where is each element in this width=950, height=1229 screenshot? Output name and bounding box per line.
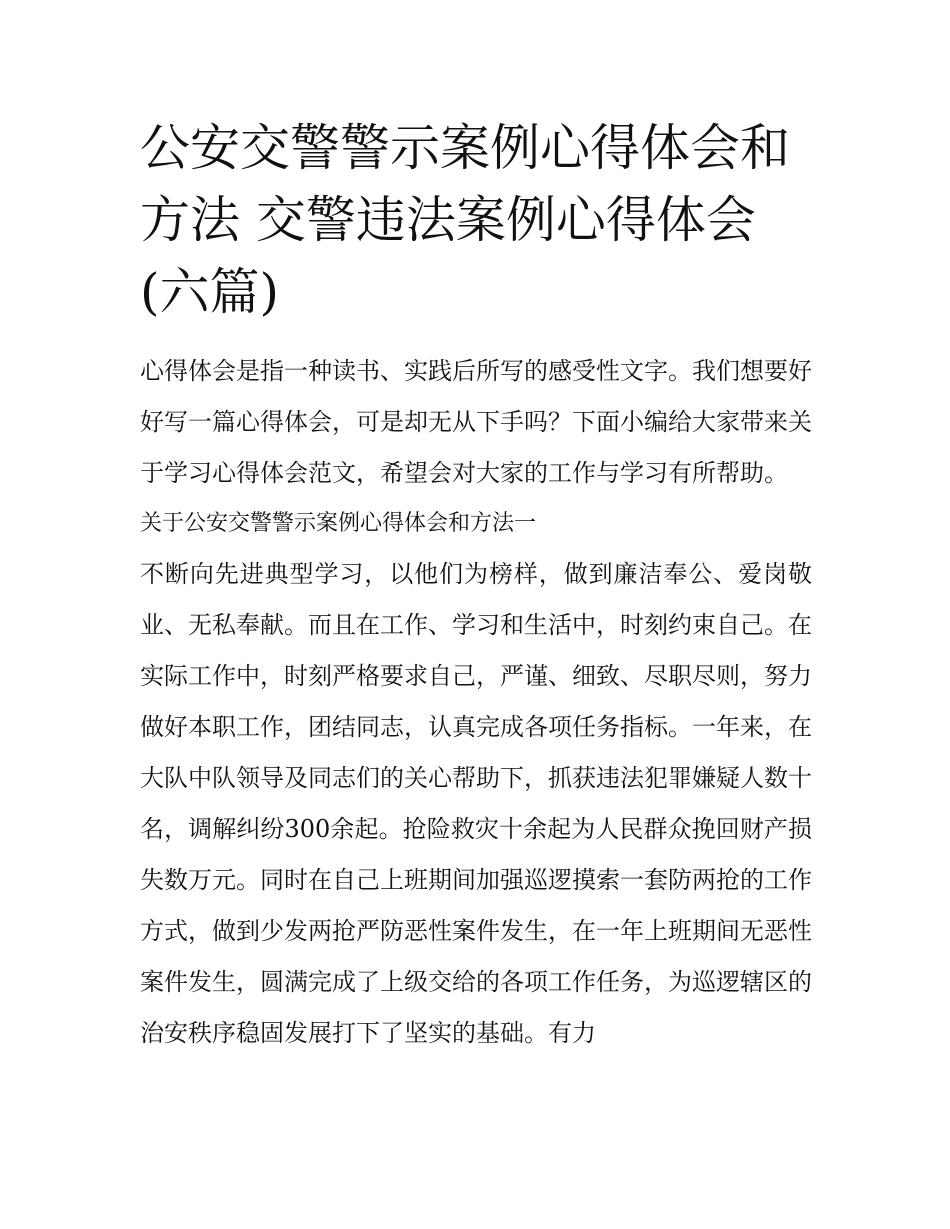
body-paragraph: 不断向先进典型学习，以他们为榜样，做到廉洁奉公、爱岗敬业、无私奉献。而且在工作、学习和生活中，时刻约束自己。在实际工作中，时刻严格要求自己，严谨、细致、尽职尽则，努力做好本职工作，团结同志，认真完成各项任务指标。一年来，在大队中队领导及同志们的关心帮助下，抓获违法犯罪嫌疑人数十名，调解纠纷300余起。抢险救灾十余起为人民群众挽回财产损失数万元。同时在自己上班期间加强巡逻摸索一套防两抢的工作方式，做到少发两抢严防恶性案件发生，在一年上班期间无恶性案件发生，圆满完成了上级交给的各项工作任务，为巡逻辖区的治安秩序稳固发展打下了坚实的基础。有力 xyxy=(140,560,812,1047)
document-title: 公安交警警示案例心得体会和方法 交警违法案例心得体会(六篇) xyxy=(140,119,790,321)
document-content xyxy=(140,112,812,1059)
section-heading: 关于公安交警警示案例心得体会和方法一 xyxy=(140,511,537,536)
intro-paragraph: 心得体会是指一种读书、实践后所写的感受性文字。我们想要好好写一篇心得体会，可是却无从下手吗？下面小编给大家带来关于学习心得体会范文，希望会对大家的工作与学习有所帮助。 xyxy=(140,357,812,487)
